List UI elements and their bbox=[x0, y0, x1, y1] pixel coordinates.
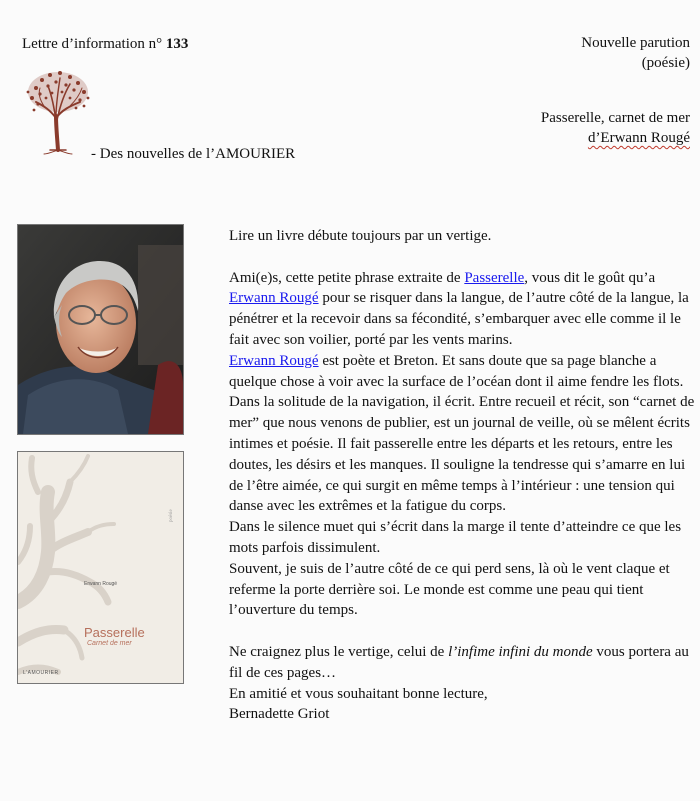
cover-subtitle: Carnet de mer bbox=[87, 640, 132, 647]
book-heading bbox=[541, 108, 690, 148]
passerelle-link[interactable]: Passerelle bbox=[464, 269, 525, 286]
letter-signature: Bernadette Griot bbox=[229, 706, 330, 723]
letter-paragraph-4: Souvent, je suis de l’autre côté de ce qui perd sens, là où le vent claque et referme la porte derrière soi. Le monde est comme une peau qui tient l’ouverture du temps. bbox=[229, 560, 670, 619]
news-type-line1: Nouvelle parution bbox=[581, 35, 690, 51]
cover-tree-illustration bbox=[18, 452, 183, 683]
letter-intro: Lire un livre débute toujours par un vertige. bbox=[229, 228, 492, 244]
news-type bbox=[581, 33, 690, 73]
letter-paragraph-1: Ami(e)s, cette petite phrase extraite de Passerelle, vous dit le goût qu’a Erwann Rougé pour se risquer dans la langue, de l’autre côté de la langue, la pénétrer et la recevoir dans sa fécondité, s’embarquer avec elle comme il le fait avec son voilier, porté par les vents marins. bbox=[229, 269, 689, 348]
author-photo bbox=[17, 224, 184, 435]
issue-prefix: Lettre d’information n° bbox=[22, 36, 163, 52]
book-title: Passerelle, carnet de mer bbox=[540, 110, 690, 126]
issue-number: 133 bbox=[165, 36, 189, 52]
cover-publisher: L’AMOURIER bbox=[23, 670, 59, 676]
cover-title: Passerelle bbox=[84, 625, 145, 640]
letter-body bbox=[229, 226, 700, 725]
newsletter-title: - Des nouvelles de l’AMOURIER bbox=[91, 146, 296, 162]
letter-paragraph-5: Ne craignez plus le vertige, celui de l’infime infini du monde vous portera au fil de ces pages… bbox=[229, 643, 689, 681]
cover-spine-label: poésie bbox=[169, 509, 174, 522]
author-portrait-image bbox=[18, 225, 183, 434]
author-link-2[interactable]: Erwann Rougé bbox=[229, 352, 319, 369]
author-link-1[interactable]: Erwann Rougé bbox=[229, 290, 319, 307]
book-author: d’Erwann Rougé bbox=[587, 130, 690, 146]
letter-paragraph-3: Dans le silence muet qui s’écrit dans la marge il tente d’atteindre ce que les mots parfois dissimulent. bbox=[229, 519, 682, 556]
tree-logo-icon bbox=[22, 66, 94, 158]
book-cover bbox=[17, 451, 184, 684]
news-type-line2: (poésie) bbox=[641, 55, 690, 71]
cover-author: Erwann Rougé bbox=[84, 581, 118, 587]
letter-closing: En amitié et vous souhaitant bonne lecture, bbox=[229, 685, 488, 702]
letter-paragraph-2: Erwann Rougé est poète et Breton. Et sans doute que sa page blanche a quelque chose à voir avec la surface de l’océan dont il aime fendre les flots. Dans la solitude de la navigation, il écrit. Entre recueil et récit, son “carnet de mer” que nous venons de publier, est un journal de veille, où se mêlent écrits intimes et poésie. Il fait passerelle entre les départs et les retours, entre les doutes, les désirs et les manques. Il souligne la tendresse qui s’amarre en lui de l’être aimée, ce qui surgit en même temps à l’intérieur : une tension qui danse avec les extrêmes et la fatigue du corps. bbox=[229, 352, 695, 515]
issue-label bbox=[22, 34, 188, 54]
letter-emphasis: l’infime infini du monde bbox=[448, 643, 593, 660]
